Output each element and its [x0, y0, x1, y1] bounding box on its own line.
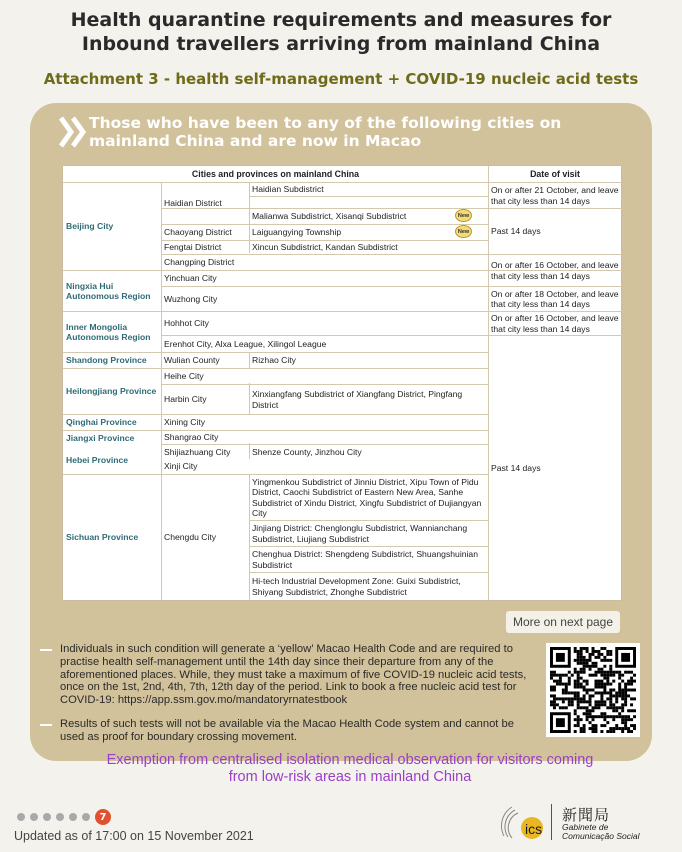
page-dot[interactable]: [17, 813, 25, 821]
bullet-dash: [40, 724, 52, 726]
svg-text:ics: ics: [525, 821, 543, 837]
bullet-dash: [40, 649, 52, 651]
city-chaoyang: Chaoyang District: [164, 227, 232, 238]
logo-portuguese-line-2: Comunicação Social: [562, 831, 640, 841]
cities-table: [62, 165, 622, 601]
logo-divider: [551, 804, 552, 840]
column-header-date: Date of visit: [530, 168, 580, 179]
attachment-subtitle: Attachment 3 - health self-management + COVID-19 nucleic acid tests: [43, 70, 639, 88]
double-chevron-icon: [58, 114, 90, 150]
subdistrict-chengdu-3: Chenghua District: Shengdeng Subdistrict, Shuangshuinian Subdistrict: [252, 549, 478, 570]
date-changping-yinchuan: On or after 16 October, and leave that city less than 14 days: [491, 260, 619, 281]
subdistrict-chengdu-1: Yingmenkou Subdistrict of Jinniu District, Xipu Town of Pidu District, Caochi Subdistrict of Eastern New Area, Sanhe Subdistrict of Xindu District, Xingfu Subdistrict of Dujiangyan City: [252, 476, 482, 518]
page-dot[interactable]: [82, 813, 90, 821]
subdistrict-chengdu-2: Jinjiang District: Chenglonglu Subdistrict, Wannianchang Subdistrict, Liujiang Subdistrict: [252, 523, 468, 544]
page-title-line-2: Inbound travellers arriving from mainland China: [81, 33, 601, 55]
date-beijing-haidian: On or after 21 October, and leave that city less than 14 days: [491, 185, 619, 206]
page-dot[interactable]: [69, 813, 77, 821]
column-header-cities: Cities and provinces on mainland China: [191, 168, 360, 179]
province-inner-mongolia: Inner Mongolia Autonomous Region: [66, 321, 151, 342]
city-shijiazhuang: Shijiazhuang City: [164, 446, 231, 457]
page-title: [0, 8, 682, 56]
page-dot[interactable]: [43, 813, 51, 821]
subdistrict-fengtai: Xincun Subdistrict, Kandan Subdistrict: [252, 242, 398, 253]
date-remaining-past-14-days: Past 14 days: [491, 462, 541, 473]
subdistrict-chengdu-4: Hi-tech Industrial Development Zone: Guixi Subdistrict, Shiyang Subdistrict, Zhonghe Subdistrict: [252, 576, 461, 597]
logo-portuguese-line-1: Gabinete de: [562, 822, 609, 832]
city-xining: Xining City: [164, 417, 206, 428]
province-beijing: Beijing City: [66, 221, 114, 232]
page-dot[interactable]: [56, 813, 64, 821]
logo-portuguese-name: [562, 823, 639, 841]
logo-chinese-name: 新聞局: [562, 806, 611, 824]
city-shangrao: Shangrao City: [164, 432, 219, 443]
date-wuzhong: On or after 18 October, and leave that city less than 14 days: [491, 288, 619, 309]
subdistrict-harbin: Xinxiangfang Subdistrict of Xiangfang District, Pingfang District: [252, 389, 463, 410]
city-changping: Changping District: [164, 257, 235, 268]
self-management-notice: Individuals in such condition will generate a ‘yellow’ Macao Health Code and are required to practise health self-management until the 14th day since their departure from any of the aforementioned places. While, they must take a maximum of five COVID-19 nucleic acid tests, once on the 1st, 2nd, 4th, 7th, 12th day of the period. Link to book a free nucleic acid test for COVID-19: https://app.ssm.gov.mo/mandatoryrnatestbook: [60, 643, 527, 707]
city-erenhot: Erenhot City, Alxa League, Xilingol League: [164, 338, 327, 349]
new-badge: New: [455, 209, 472, 222]
subdistrict-chaoyang: Laiguangying Township: [252, 227, 342, 238]
city-heihe: Heihe City: [164, 371, 204, 382]
more-on-next-page-button[interactable]: More on next page: [506, 611, 620, 633]
city-fengtai: Fengtai District: [164, 242, 222, 253]
subdistrict-shijiazhuang: Shenze County, Jinzhou City: [252, 446, 362, 457]
city-chengdu: Chengdu City: [164, 532, 217, 543]
province-shandong: Shandong Province: [66, 355, 147, 366]
gcs-logo-icon: [498, 801, 548, 843]
section-heading: Those who have been to any of the following cities on mainland China and are now in Macao: [89, 114, 562, 150]
page-dot-current[interactable]: 7: [95, 809, 111, 825]
city-yinchuan: Yinchuan City: [164, 273, 217, 284]
province-qinghai: Qinghai Province: [66, 417, 137, 428]
province-ningxia: Ningxia Hui Autonomous Region: [66, 280, 151, 301]
province-heilongjiang: Heilongjiang Province: [66, 386, 157, 397]
city-haidian: Haidian District: [164, 198, 222, 209]
test-results-notice: Results of such tests will not be available via the Macao Health Code system and cannot be used as proof for boundary crossing movement.: [60, 718, 514, 743]
province-hebei: Hebei Province: [66, 455, 129, 466]
qr-code-icon: [550, 647, 636, 733]
city-hohhot: Hohhot City: [164, 318, 209, 329]
updated-timestamp: Updated as of 17:00 on 15 November 2021: [14, 829, 254, 843]
booking-qr-code[interactable]: [546, 643, 640, 737]
province-jiangxi: Jiangxi Province: [66, 433, 135, 444]
city-wuzhong: Wuzhong City: [164, 293, 218, 304]
page-dot[interactable]: [30, 813, 38, 821]
city-harbin: Harbin City: [164, 394, 207, 405]
subdistrict-haidian-2: Malianwa Subdistrict, Xisanqi Subdistrict: [252, 211, 407, 222]
subdistrict-haidian-1: Haidian Subdistrict: [252, 184, 324, 195]
new-badge: New: [455, 225, 472, 238]
page-indicator: [17, 811, 111, 823]
province-sichuan: Sichuan Province: [66, 532, 139, 543]
date-hohhot: On or after 16 October, and leave that city less than 14 days: [491, 313, 619, 334]
city-wulian: Wulian County: [164, 355, 220, 366]
page-title-line-1: Health quarantine requirements and measures for: [70, 9, 612, 31]
city-xinji: Xinji City: [164, 461, 198, 472]
date-beijing-past-14-days: Past 14 days: [491, 226, 541, 237]
subdistrict-wulian: Rizhao City: [252, 355, 296, 366]
exemption-link[interactable]: Exemption from centralised isolation medical observation for visitors coming from low-risk areas in mainland China: [106, 752, 594, 785]
